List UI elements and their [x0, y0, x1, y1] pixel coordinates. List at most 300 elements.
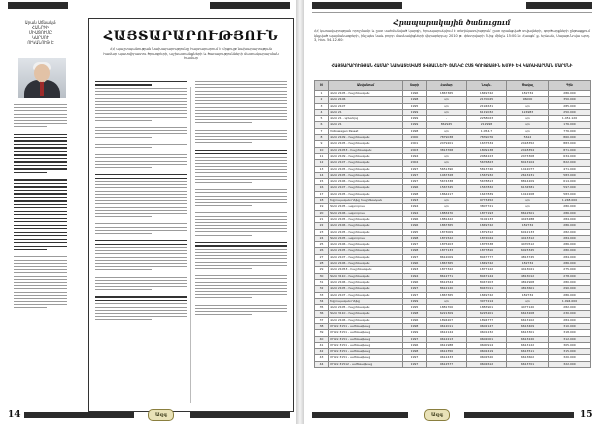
table-cell: 1998: [403, 235, 427, 241]
table-cell: ՎԱԶ 2105 - հայրենական: [329, 141, 403, 147]
table-cell: 1996: [403, 223, 427, 229]
table-cell: 8047011: [467, 286, 507, 292]
table-cell: s/n: [427, 298, 467, 304]
table-cell: 280.000: [549, 204, 591, 210]
table-cell: ԳԱԶ 3110 - հայրենական: [329, 311, 403, 317]
table-cell: 1567832: [467, 185, 507, 191]
table-cell: 9601232: [467, 330, 507, 336]
table-cell: 6613208: [507, 311, 549, 317]
table-cell: 1875538: [467, 242, 507, 248]
table-cell: ՈՒԱԶ 3151 - ամենագնաց: [329, 355, 403, 361]
table-cell: 285.000: [549, 103, 591, 109]
table-cell: 471.000: [549, 166, 591, 172]
table-cell: 9612011: [427, 323, 467, 329]
table-cell: s/n: [507, 204, 549, 210]
sidebar-column: [14, 18, 67, 398]
page-number: 15: [580, 410, 593, 420]
table-cell: 4470512: [507, 242, 549, 248]
table-cell: s/n: [427, 103, 467, 109]
table-cell: 1995: [403, 305, 427, 311]
table-cell: 1849742: [467, 223, 507, 229]
table-cell: 11: [315, 153, 329, 159]
table-cell: 1871522: [427, 235, 467, 241]
table-cell: 8612501: [507, 210, 549, 216]
table-cell: 9612213: [427, 336, 467, 342]
table-cell: 35: [315, 305, 329, 311]
table-cell: 9: [315, 141, 329, 147]
table-cell: 6134581: [507, 185, 549, 191]
table-cell: 25: [315, 242, 329, 248]
vehicle-table: [314, 80, 591, 368]
table-cell: 6221309: [427, 311, 467, 317]
table-cell: Եվրոպական Ռեյնջ հայրենական: [329, 198, 403, 204]
table-cell: 1997: [403, 172, 427, 178]
table-cell: ՎԱԶ 2105 - հայրենական: [329, 191, 403, 197]
table-cell: 1998: [403, 349, 427, 355]
table-cell: 1997: [403, 166, 427, 172]
table-cell: 1998: [403, 248, 427, 254]
table-cell: ՎԱԶ 2106: [329, 97, 403, 103]
table-cell: 124983: [507, 109, 549, 115]
table-cell: 9602147: [467, 323, 507, 329]
table-cell: ՈՒԱԶ 31512 - ամենագնաց: [329, 361, 403, 367]
table-cell: 250.000: [549, 109, 591, 115]
table-cell: 1997: [403, 336, 427, 342]
table-cell: ԳԱԶ 3110 - հայրենական: [329, 273, 403, 279]
table-cell: 33: [315, 292, 329, 298]
table-cell: 282.000: [549, 305, 591, 311]
table-cell: 1881700: [427, 305, 467, 311]
table-cell: 182734: [507, 292, 549, 298]
table-cell: ԳԱԶ 2105 - ավտոբուս: [329, 235, 403, 241]
table-cell: 182734: [507, 91, 549, 97]
table-cell: 1994: [403, 273, 427, 279]
announcement-subtitle: ՀՀ պաշտպանության նախարարությունը հայտարարում է մրցույթ նախարարության համար պատվիրատու ծրագրերի, աշխատանքների և ծառայությունների մատակարարման համար: [103, 47, 279, 60]
table-cell: 8612771: [427, 273, 467, 279]
table-cell: 9612433: [427, 355, 467, 361]
table-cell: 7839076: [467, 135, 507, 141]
table-cell: ԳԱԶ 2105 - ավտոբուս: [329, 204, 403, 210]
header-bar-right: [210, 2, 290, 9]
table-cell: 23: [315, 229, 329, 235]
table-cell: 182734: [507, 261, 549, 267]
table-cell: 21: [315, 216, 329, 222]
table-cell: s/n: [427, 109, 467, 115]
table-cell: 1647839: [467, 191, 507, 197]
table-cell: 1996: [403, 342, 427, 348]
table-cell: 883.000: [549, 141, 591, 147]
table-cell: 5813740: [467, 166, 507, 172]
table-cell: ՎԱԶ 2106 - հայրենական: [329, 242, 403, 248]
table-cell: ՈՒԱԶ 3151 - ամենագնաց: [329, 349, 403, 355]
table-cell: 1996: [403, 279, 427, 285]
sidebar-heading: Արան Աճնակմ։ ՀԱՆՐԻԻ ՄԻԱՑՈՒՄԸ ԿԱՐՍՈՒ ՈՒԿԱՆՈՒԹ Է: [24, 20, 57, 45]
table-cell: 4813745: [507, 254, 549, 260]
table-cell: ՎԱԶ 21053 - հայրենական: [329, 147, 403, 153]
table-cell: 2003: [403, 147, 427, 153]
table-header-cell: Նույն.: [467, 81, 507, 91]
table-cell: 5651390: [427, 166, 467, 172]
table-cell: 2479201: [427, 141, 467, 147]
announcement-column-right: [195, 81, 287, 317]
table-cell: s/n: [427, 97, 467, 103]
table-cell: s/n: [507, 122, 549, 128]
table-cell: 1637534: [467, 141, 507, 147]
table-cell: 1997: [403, 179, 427, 185]
intro-text: ՀՀ կառավարության որոշմամբ և ըստ սահմանված կարգի, հրապարակվում է տեղեկատվություն՝ ըստ գրանցված տվյալների, գործարքների ընթացքում կնքված պայմանագրերի, ինչպես նաև բոլոր մասնակիցների վերաբերյալ։ 2010 թ. փետրվարի 5-ից մինչև 15:00-ն։ Հասցե՝ ք. Երևան, Սայաթ-Նովա պող. 3, հեռ. 54-12-60։: [314, 29, 590, 42]
table-cell: 42: [315, 349, 329, 355]
page-number: 14: [8, 410, 21, 420]
table-cell: 6613409: [507, 323, 549, 329]
table-cell: 305.000: [549, 342, 591, 348]
table-cell: ՎԱԶ 2105 - հայրենական: [329, 248, 403, 254]
table-cell: 1998: [403, 97, 427, 103]
table-cell: 3077214: [467, 298, 507, 304]
table-cell: 7: [315, 128, 329, 134]
table-cell: 5: [315, 116, 329, 122]
right-page: [304, 0, 600, 424]
table-cell: 1993: [403, 198, 427, 204]
table-cell: 2170045: [467, 97, 507, 103]
table-cell: 8413104: [507, 160, 549, 166]
table-cell: 13: [315, 166, 329, 172]
table-cell: 6613301: [507, 330, 549, 336]
table-cell: 1.094.000: [549, 298, 591, 304]
table-cell: 4813601: [507, 286, 549, 292]
table-cell: Եվրոպական Ռեյնջ: [329, 298, 403, 304]
table-title: ՀԱՅՏԱՐԱՐՈՒԹՅԱՆ ՀԱՄԱՐ ՆԱԽԱՏԵՍՎԱԾ ՏՎՅԱԼՆԵՐԻ ՑԱՆԿԸ ԸՍՏ ԳՈՒՅՔԱՅԻՆ ԽՄԲԻ ԵՎ ԿԱՌԱՎԱՐՄԱՆ ՄԱՐՄՆԻ: [331, 63, 573, 68]
table-cell: 1995: [403, 229, 427, 235]
table-cell: 31: [315, 279, 329, 285]
table-cell: 6613122: [507, 342, 549, 348]
table-cell: 6: [315, 122, 329, 128]
table-cell: ՎԱԶ 2106 - հայրենական: [329, 179, 403, 185]
table-cell: 5678813: [467, 179, 507, 185]
table-cell: 5612: [507, 135, 549, 141]
table-cell: 7879038: [427, 135, 467, 141]
table-cell: 24: [315, 235, 329, 241]
table-cell: 284.000: [549, 317, 591, 323]
table-cell: 1994: [403, 204, 427, 210]
table-cell: 182734: [507, 223, 549, 229]
table-cell: 1883901: [467, 305, 507, 311]
table-cell: 29: [315, 267, 329, 273]
table-cell: 1894207: [427, 317, 467, 323]
table-cell: 2194631: [467, 103, 507, 109]
table-cell: 322.000: [549, 361, 591, 367]
table-cell: 1996: [403, 91, 427, 97]
table-cell: 286.000: [549, 223, 591, 229]
table-cell: 2473308: [507, 153, 549, 159]
table-cell: 3813768: [427, 147, 467, 153]
table-cell: 614.000: [549, 179, 591, 185]
table-cell: 41: [315, 342, 329, 348]
table-cell: ՎԱԶ 2106 - հայրենական: [329, 261, 403, 267]
table-cell: 2613231: [507, 172, 549, 178]
table-header-cell: Ծավալ: [507, 81, 549, 91]
table-cell: 2000: [403, 135, 427, 141]
table-cell: 16: [315, 185, 329, 191]
page-gutter: [296, 0, 304, 424]
table-cell: 286.000: [549, 242, 591, 248]
table-cell: 1996: [403, 216, 427, 222]
table-cell: 6613511: [507, 349, 549, 355]
table-cell: 3102133: [467, 216, 507, 222]
table-cell: 9600914: [467, 342, 507, 348]
table-cell: ՎԱԶ 21 - կոնսերվ: [329, 116, 403, 122]
table-cell: 1849742: [467, 91, 507, 97]
table-cell: 312.000: [549, 336, 591, 342]
table-header-cell: Տարի: [403, 81, 427, 91]
table-cell: 1996: [403, 185, 427, 191]
table-cell: 36: [315, 311, 329, 317]
announcement-box: [88, 18, 294, 412]
table-cell: 1994: [403, 153, 427, 159]
table-header-cell: N: [315, 81, 329, 91]
table-cell: 10: [315, 147, 329, 153]
table-cell: ՈՒԱԶ 3151 - ամենագնաց: [329, 323, 403, 329]
table-header-cell: Համար: [427, 81, 467, 91]
table-cell: 9612350: [427, 349, 467, 355]
table-cell: s/n: [507, 116, 549, 122]
table-cell: 1994: [403, 210, 427, 216]
table-cell: 30: [315, 273, 329, 279]
table-cell: 9602612: [467, 361, 507, 367]
table-cell: 8612009: [427, 254, 467, 260]
table-cell: 318.000: [549, 330, 591, 336]
table-cell: 1877133: [427, 248, 467, 254]
footer-strip-right: [464, 412, 574, 418]
table-cell: 1877322: [427, 267, 467, 273]
table-cell: ՎԱԶ 2107: [329, 103, 403, 109]
table-cell: 4: [315, 109, 329, 115]
table-cell: 4415288: [507, 216, 549, 222]
table-cell: 284.000: [549, 216, 591, 222]
table-cell: 1867365: [427, 91, 467, 97]
table-cell: 8047144: [467, 273, 507, 279]
table-cell: 1998: [403, 311, 427, 317]
table-cell: 6225201: [467, 311, 507, 317]
table-cell: 4413312: [507, 235, 549, 241]
table-cell: 1867365: [427, 261, 467, 267]
footer-strip: [312, 412, 408, 418]
table-cell: 6012133: [507, 229, 549, 235]
table-cell: s/n: [427, 204, 467, 210]
table-cell: 96000: [507, 97, 549, 103]
announcement-column-left: [95, 81, 187, 323]
table-cell: 2258023: [467, 116, 507, 122]
table-cell: ՎԱԶ 2109 - հայրենական: [329, 135, 403, 141]
sidebar-text: [14, 104, 67, 311]
table-cell: ՎԱԶ 2105 - հայրենական: [329, 166, 403, 172]
table-cell: s/n: [507, 103, 549, 109]
table-cell: 1849742: [467, 261, 507, 267]
table-cell: 176.000: [549, 122, 591, 128]
table-cell: 1877122: [467, 267, 507, 273]
table-cell: 1993: [403, 267, 427, 273]
table-cell: ՎԱԶ 2106 - հայրենական: [329, 317, 403, 323]
table-cell: 1877810: [467, 248, 507, 254]
table-cell: 6613602: [507, 355, 549, 361]
table-cell: 9602520: [467, 355, 507, 361]
table-cell: 1567932: [467, 172, 507, 178]
table-cell: 280.000: [549, 279, 591, 285]
table-cell: 280.000: [549, 248, 591, 254]
table-cell: 860.000: [549, 135, 591, 141]
table-cell: 1873009: [427, 229, 467, 235]
table-cell: 32: [315, 286, 329, 292]
table-cell: ՈՒԱԶ 3151 - ամենագնաց: [329, 336, 403, 342]
table-cell: ՎԱԶ 21053 - հայրենական: [329, 267, 403, 273]
table-cell: 1849742: [467, 292, 507, 298]
table-cell: 9612577: [427, 361, 467, 367]
table-cell: 2004: [403, 160, 427, 166]
table-cell: ՎԱԶ 2105 - հայրենական: [329, 229, 403, 235]
table-cell: 1998: [403, 323, 427, 329]
table-cell: ՎԱԶ 2105 - հայրենական: [329, 172, 403, 178]
table-cell: 1809138: [467, 147, 507, 153]
newspaper-logo: [424, 409, 450, 421]
table-cell: 1877193: [467, 210, 507, 216]
table-cell: ՎԱԶ 2106 - հայրենական: [329, 223, 403, 229]
table-cell: 26: [315, 248, 329, 254]
table-cell: 5676823: [467, 160, 507, 166]
table-cell: 1998: [403, 128, 427, 134]
table-cell: ՎԱԶ 2107 - հայրենական: [329, 185, 403, 191]
table-cell: 1467328: [427, 172, 467, 178]
table-cell: 286.000: [549, 91, 591, 97]
table-cell: ՈՒԱԶ 3151 - ամենագնաց: [329, 342, 403, 348]
table-cell: 14: [315, 172, 329, 178]
header-bar-right: [526, 2, 592, 9]
table-cell: s/n: [427, 160, 467, 166]
table-cell: 37: [315, 317, 329, 323]
table-cell: 1997: [403, 355, 427, 361]
table-cell: 8047203: [467, 279, 507, 285]
table-cell: 8814209: [507, 179, 549, 185]
table-cell: -: [427, 116, 467, 122]
table-cell: 1997: [403, 361, 427, 367]
table-cell: 4812908: [507, 279, 549, 285]
table-cell: ՎԱԶ 2105 - հայրենական: [329, 91, 403, 97]
table-cell: 8: [315, 135, 329, 141]
table-cell: 634.000: [549, 153, 591, 159]
table-cell: 8612544: [427, 279, 467, 285]
table-header-row: [315, 81, 591, 91]
table-cell: 275.000: [549, 267, 591, 273]
table-cell: 38: [315, 323, 329, 329]
table-cell: 8612120: [427, 286, 467, 292]
table-cell: 20: [315, 210, 329, 216]
table-cell: ՎԱԶ 21: [329, 122, 403, 128]
table-cell: 315.000: [549, 349, 591, 355]
table-cell: 1996: [403, 261, 427, 267]
table-cell: 1881422: [427, 216, 467, 222]
table-cell: 1883470: [427, 210, 467, 216]
table-cell: 1864217: [427, 191, 467, 197]
table-body: [315, 91, 591, 368]
table-cell: 284.000: [549, 235, 591, 241]
table-cell: 1999: [403, 330, 427, 336]
table-cell: ՎԱԶ 2105 - հայրենական: [329, 286, 403, 292]
table-cell: ՎԱԶ 21: [329, 109, 403, 115]
table-cell: 9773452: [467, 198, 507, 204]
table-cell: 1872044: [467, 235, 507, 241]
table-cell: 43: [315, 355, 329, 361]
table-cell: 1997: [403, 242, 427, 248]
table-cell: 1867365: [427, 292, 467, 298]
table-cell: 1875203: [427, 242, 467, 248]
table-cell: ՎԱԶ 2105 - հայրենական: [329, 216, 403, 222]
table-cell: 9611988: [427, 342, 467, 348]
header-bar: [312, 2, 402, 9]
table-cell: 1: [315, 91, 329, 97]
table-cell: 1.248.000: [549, 198, 591, 204]
table-cell: 1999: [403, 122, 427, 128]
footer-strip: [24, 412, 134, 418]
table-cell: 1996: [403, 317, 427, 323]
table-cell: 1894777: [467, 317, 507, 323]
table-cell: 1867365: [427, 223, 467, 229]
table-cell: 583.000: [549, 191, 591, 197]
table-cell: 3: [315, 103, 329, 109]
table-cell: 212998: [467, 122, 507, 128]
table-cell: 2418354: [507, 147, 549, 153]
table-cell: 9612144: [427, 330, 467, 336]
table-cell: 19: [315, 204, 329, 210]
table-cell: ՎԱԶ 2105 - հայրենական: [329, 305, 403, 311]
table-cell: 286.000: [549, 292, 591, 298]
table-header-cell: Անվանում: [329, 81, 403, 91]
header-rule: [312, 12, 592, 13]
table-cell: 28: [315, 261, 329, 267]
table-cell: 278.000: [549, 273, 591, 279]
table-cell: 9602419: [467, 349, 507, 355]
table-cell: ԳԱԶ 2106 - ավտոբուս: [329, 210, 403, 216]
table-cell: s/n: [427, 128, 467, 134]
table-cell: 286.000: [549, 261, 591, 267]
table-cell: 350.000: [549, 97, 591, 103]
table-cell: 27: [315, 254, 329, 260]
table-cell: 40: [315, 336, 329, 342]
table-cell: 34: [315, 298, 329, 304]
table-cell: 1997: [403, 286, 427, 292]
table-cell: 776.000: [549, 128, 591, 134]
table-cell: 286.000: [549, 210, 591, 216]
logo-text: Ազգ: [430, 412, 444, 418]
table-cell: 2084223: [467, 153, 507, 159]
column-divider: [190, 87, 191, 403]
table-cell: 290.000: [549, 286, 591, 292]
table-cell: 1995: [403, 103, 427, 109]
table-cell: 1412208: [507, 191, 549, 197]
table-cell: 39: [315, 330, 329, 336]
table-cell: 1999: [403, 109, 427, 115]
table-cell: 9602001: [467, 336, 507, 342]
table-cell: 1.451.120: [549, 116, 591, 122]
table-cell: 597.000: [549, 185, 591, 191]
table-cell: ՎԱԶ 2109 - հայրենական: [329, 153, 403, 159]
table-cell: Volkswagen Passat: [329, 128, 403, 134]
announcement-title: ՀԱՅՏԱՐԱՐՈՒԹՅՈՒՆ: [103, 29, 279, 44]
table-cell: ՎԱԶ 2106 - հայրենական: [329, 279, 403, 285]
left-page: [0, 0, 296, 424]
table-cell: 822.000: [549, 160, 591, 166]
table-cell: 18: [315, 198, 329, 204]
table-cell: 310.000: [549, 323, 591, 329]
table-cell: 2418352: [507, 141, 549, 147]
table-cell: s/n: [427, 153, 467, 159]
